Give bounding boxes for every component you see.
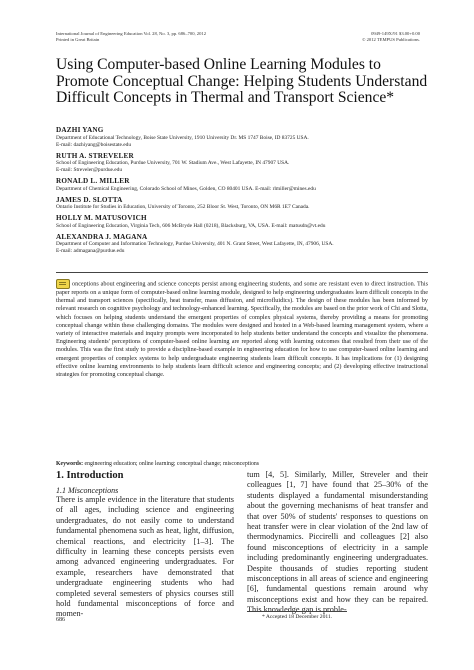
printed-in: Printed in Great Britain [56, 37, 100, 42]
author-block [56, 152, 428, 175]
footnote-rule [247, 611, 347, 612]
abstract-text: onceptions about engineering and science concepts persist among engineering students, and some are resistant even to direct instruction. This paper reports on a unique form of computer-based online learning module, designed to help engineering undergraduates learn difficult concepts in the thermal and transport sciences (specifically, heat transfer, mass diffusion, and microfluidics). The design of these modules has been informed by relevant research on cognitive psychology and technology-enhanced learning. Specifically, the modules are based on the prior work of Chi and Slotta, which focuses on helping students understand the emergent properties of complex physical systems, thereby providing a means for promoting conceptual change within these challenging domains. The modules were designed and hosted in a Web-based learning management system, where a variety of interactive materials and inquiry prompts were incorporated to help students better understand the concepts and visualize the phenomena. Engineering students' perceptions of computer-based online learning are reported along with learning outcomes that resulted from their use of the modules. This was the first study to provide a discipline-based example in engineering education for how to use computer-based online learning and emergent properties of complex systems to help undergraduate engineering students learn difficult concepts. It has implications for (1) designing effective online learning environments to help students learn difficult science and engineering concepts; and (2) developing effective instructional strategies for promoting conceptual change. [56, 280, 428, 379]
publisher-header [362, 31, 420, 43]
author-affiliation: Department of Educational Technology, Boise State University, 1910 University Dr. MS 1747 Boise, ID 83725 USA. [56, 134, 309, 141]
author-block [56, 126, 428, 149]
section-heading: 1. Introduction [56, 470, 124, 481]
author-block [56, 233, 428, 256]
author-affiliation: School of Engineering Education, Purdue University, 701 W. Stadium Ave., West Lafayette, IN 47907 USA. [56, 160, 290, 166]
author-name: RUTH A. STREVELER [56, 151, 134, 160]
author-name: JAMES D. SLOTTA [56, 195, 123, 204]
journal-citation: International Journal of Engineering Education Vol. 28, No. 3, pp. 686–700, 2012 [56, 31, 206, 36]
author-block [56, 214, 428, 230]
author-affiliation: Department of Computer and Information Technology, Purdue University, 401 N. Grant Street, West Lafayette, IN, 47906, USA. [56, 241, 334, 247]
author-name: HOLLY M. MATUSOVICH [56, 214, 147, 222]
author-email[interactable]: E-mail: admagana@purdue.edu [56, 248, 125, 254]
author-affiliation: Department of Chemical Engineering, Colorado School of Mines, Golden, CO 80401 USA. E-mail: rlmiller@mines.edu [56, 185, 316, 192]
left-column [56, 470, 234, 620]
author-name: RONALD L. MILLER [56, 177, 130, 185]
page-number: 686 [56, 617, 65, 623]
abstract [56, 279, 428, 379]
abstract-top-rule [56, 272, 428, 273]
body-paragraph: tum [4, 5]. Similarly, Miller, Streveler and their colleagues [1, 7] have found that 25–30% of the students displayed a fundamental misunderstanding about the governing mechanisms of heat transfer and that over 50% of students' responses to questions on heat transfer were in clear violation of the 2nd law of thermodynamics. Piccirelli and colleagues [2] also found misconceptions of electricity in a sample including predominantly engineering undergraduates. Despite thousands of studies reporting student misconceptions in all areas of science and engineering [6], fundamental questions remain around why misconceptions exist and how they can be repaired. This knowledge gap is proble- [247, 470, 428, 615]
keywords-value: engineering education; online learning; conceptual change; misconceptions [83, 461, 260, 467]
author-affiliation: School of Engineering Education, Virginia Tech, 606 McBryde Hall (0218), Blacksburg, VA, USA. E-mail: matusdn@vt.edu [56, 222, 326, 229]
footnote: * Accepted 18 December 2011. [262, 614, 333, 620]
keywords-label: Keywords: [56, 461, 84, 467]
subsection-heading: 1.1 Misconceptions [56, 486, 119, 495]
sticky-note-icon[interactable] [56, 279, 70, 289]
body-paragraph: There is ample evidence in the literature that students of all ages, including science and engineering undergraduates, do not easily come to understand fundamental phenomena such as heat, light, diffusion, chemical reactions, and electricity [1–3]. The difficulty in learning these concepts persists even among advanced engineering undergraduates. For example, researchers have demonstrated that undergraduate engineering students who had completed several semesters of physics courses still hold fundamental misconceptions of force and momen- [56, 495, 234, 619]
author-list [56, 126, 428, 258]
keywords-line [56, 461, 428, 468]
copyright: © 2012 TEMPUS Publications. [361, 37, 420, 42]
author-email[interactable]: E-mail: Streveler@purdue.edu [56, 167, 123, 173]
right-column [247, 470, 428, 616]
author-block [56, 177, 428, 193]
paper-title: Using Computer-based Online Learning Modules to Promote Conceptual Change: Helping Students Understand Difficult Concepts in Thermal and Transport Science* [56, 56, 428, 106]
author-name: ALEXANDRA J. MAGANA [56, 232, 148, 241]
issn-price: 0949-149X/91 $3.00+0.00 [371, 31, 420, 36]
author-affiliation: Ontario Institute for Studies in Education, University of Toronto, 252 Bloor St. West, Toronto, ON M6R 1E7 Canada. [56, 204, 310, 210]
author-name: DAZHI YANG [56, 126, 104, 134]
author-email[interactable]: E-mail: dazhiyang@boisestate.edu [56, 141, 132, 148]
author-block [56, 196, 428, 212]
journal-header [56, 31, 206, 43]
